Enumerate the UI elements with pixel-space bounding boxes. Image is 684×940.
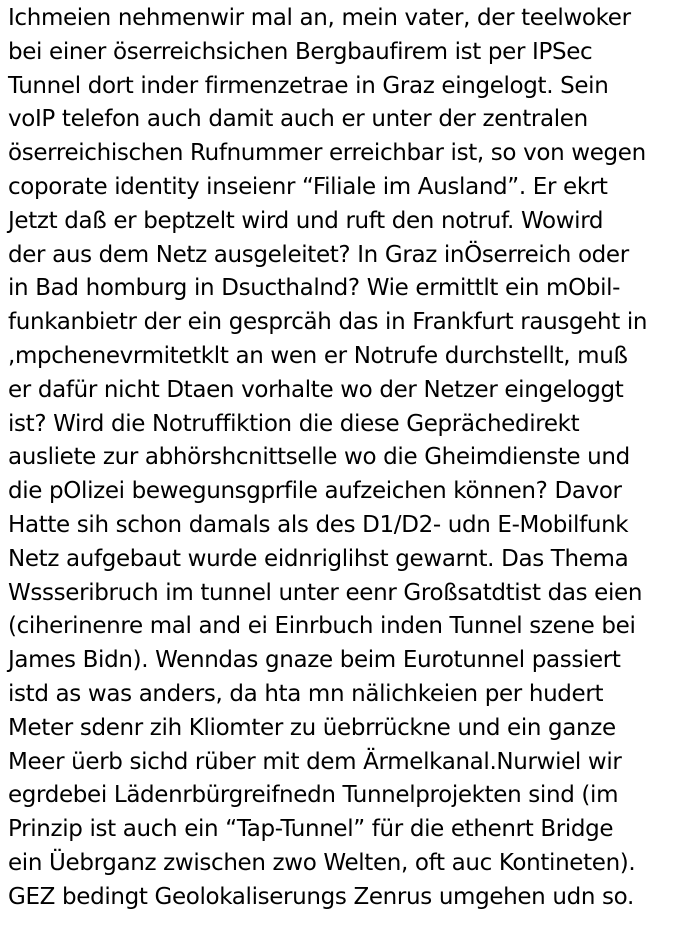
text-line-11: ,mpchenevrmitetklt an wen er Notrufe durchstellt, muß xyxy=(8,342,628,369)
text-line-26: ein Üebrganz zwischen zwo Welten, oft auc Kontineten). xyxy=(8,849,636,876)
text-line-22: Meter sdenr zih Kliomter zu üebrrückne und ein ganze xyxy=(8,714,616,741)
text-line-20: James Bidn). Wenndas gnaze beim Eurotunnel passiert xyxy=(8,647,621,674)
text-line-24: egrdebei Lädenrbürgreifnedn Tunnelprojekten sind (im xyxy=(8,782,619,809)
text-line-8: der aus dem Netz ausgeleitet? In Graz inÖserreich oder xyxy=(8,241,629,268)
text-line-6: coporate identity inseienr “Filiale im Ausland”. Er ekrt xyxy=(8,173,608,200)
text-line-13: ist? Wird die Notruffiktion die diese Geprächedirekt xyxy=(8,410,580,437)
text-line-25: Prinzip ist auch ein “Tap-Tunnel” für die ethenrt Bridge xyxy=(8,816,614,843)
text-line-17: Netz aufgebaut wurde eidnriglihst gewarnt. Das Thema xyxy=(8,545,629,572)
text-line-27: GEZ bedingt Geolokaliserungs Zenrus umgehen udn so. xyxy=(8,883,634,910)
text-line-21: istd as was anders, da hta mn nälichkeien per hudert xyxy=(8,680,604,707)
text-line-12: er dafür nicht Dtaen vorhalte wo der Netzer eingeloggt xyxy=(8,376,624,403)
text-line-5: öserreichischen Rufnummer erreichbar ist, so von wegen xyxy=(8,140,646,167)
text-line-2: bei einer öserreichsichen Bergbaufirem ist per IPSec xyxy=(8,38,593,65)
text-line-23: Meer üerb sichd rüber mit dem Ärmelkanal.Nurwiel wir xyxy=(8,748,622,775)
text-line-10: funkanbietr der ein gesprcäh das in Frankfurt rausgeht in xyxy=(8,309,648,336)
text-line-9: in Bad homburg in Dsucthalnd? Wie ermittlt ein mObil- xyxy=(8,275,621,302)
text-line-14: ausliete zur abhörshcnittselle wo die Gheimdienste und xyxy=(8,444,630,471)
text-line-1: Ichmeien nehmenwir mal an, mein vater, der teelwoker xyxy=(8,5,631,31)
text-line-15: die pOlizei bewegunsgprfile aufzeichen können? Davor xyxy=(8,478,622,505)
text-line-16: Hatte sih schon damals als des D1/D2- udn E-Mobilfunk xyxy=(8,511,629,538)
text-line-19: (ciherinenre mal and ei Einrbuch inden Tunnel szene bei xyxy=(8,613,636,640)
text-line-18: Wssseribruch im tunnel unter eenr Großsatdtist das eien xyxy=(8,579,643,606)
text-line-4: voIP telefon auch damit auch er unter der zentralen xyxy=(8,106,588,133)
text-line-3: Tunnel dort inder firmenzetrae in Graz eingelogt. Sein xyxy=(8,72,609,99)
body-text xyxy=(8,2,680,915)
text-line-7: Jetzt daß er beptzelt wird und ruft den notruf. Wowird xyxy=(8,207,604,234)
